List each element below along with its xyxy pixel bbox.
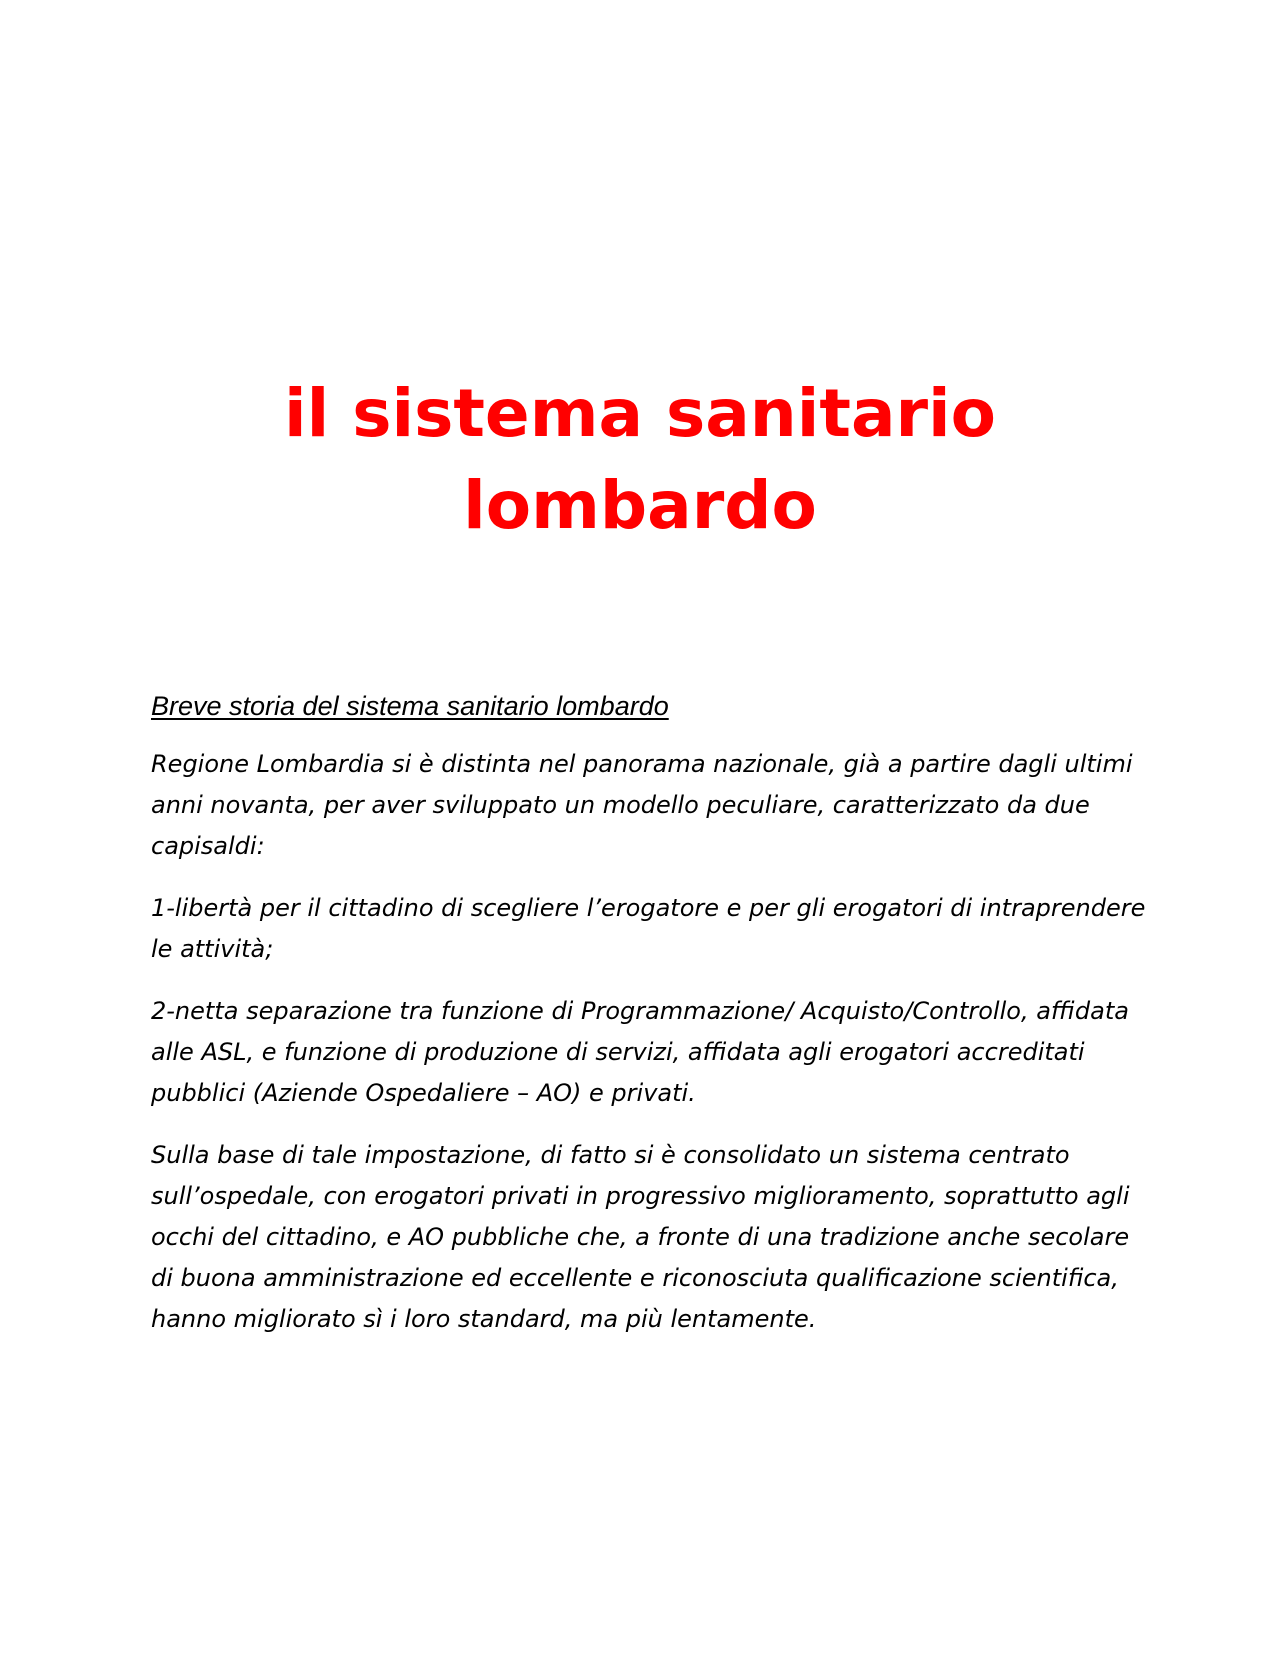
paragraph-point-1: 1-libertà per il cittadino di scegliere l’erogatore e per gli erogatori di intraprendere le attività;	[151, 894, 1146, 963]
title-line-2: lombardo	[463, 467, 817, 544]
title-line-1: il sistema sanitario	[283, 375, 997, 452]
paragraph-conclusion: Sulla base di tale impostazione, di fatto si è consolidato un sistema centrato sull’ospedale, con erogatori privati in progressivo miglioramento, soprattutto agli occhi del cittadino, e AO pubbliche che, a fronte di una tradizione anche secolare di buona amministrazione ed eccellente e riconosciuta qualificazione scientifica, hanno migliorato sì i loro standard, ma più lentamente.	[151, 1141, 1130, 1333]
paragraph-intro: Regione Lombardia si è distinta nel panorama nazionale, già a partire dagli ultimi anni novanta, per aver sviluppato un modello peculiare, caratterizzato da due capisaldi:	[151, 750, 1133, 860]
paragraph-point-2: 2-netta separazione tra funzione di Programmazione/ Acquisto/Controllo, affidata alle ASL, e funzione di produzione di servizi, affidata agli erogatori accreditati pubblici (Aziende Ospedaliere – AO) e privati.	[151, 997, 1129, 1107]
document-title	[150, 368, 1130, 552]
document-body	[151, 688, 1151, 1361]
section-subtitle: Breve storia del sistema sanitario lombardo	[151, 691, 669, 721]
